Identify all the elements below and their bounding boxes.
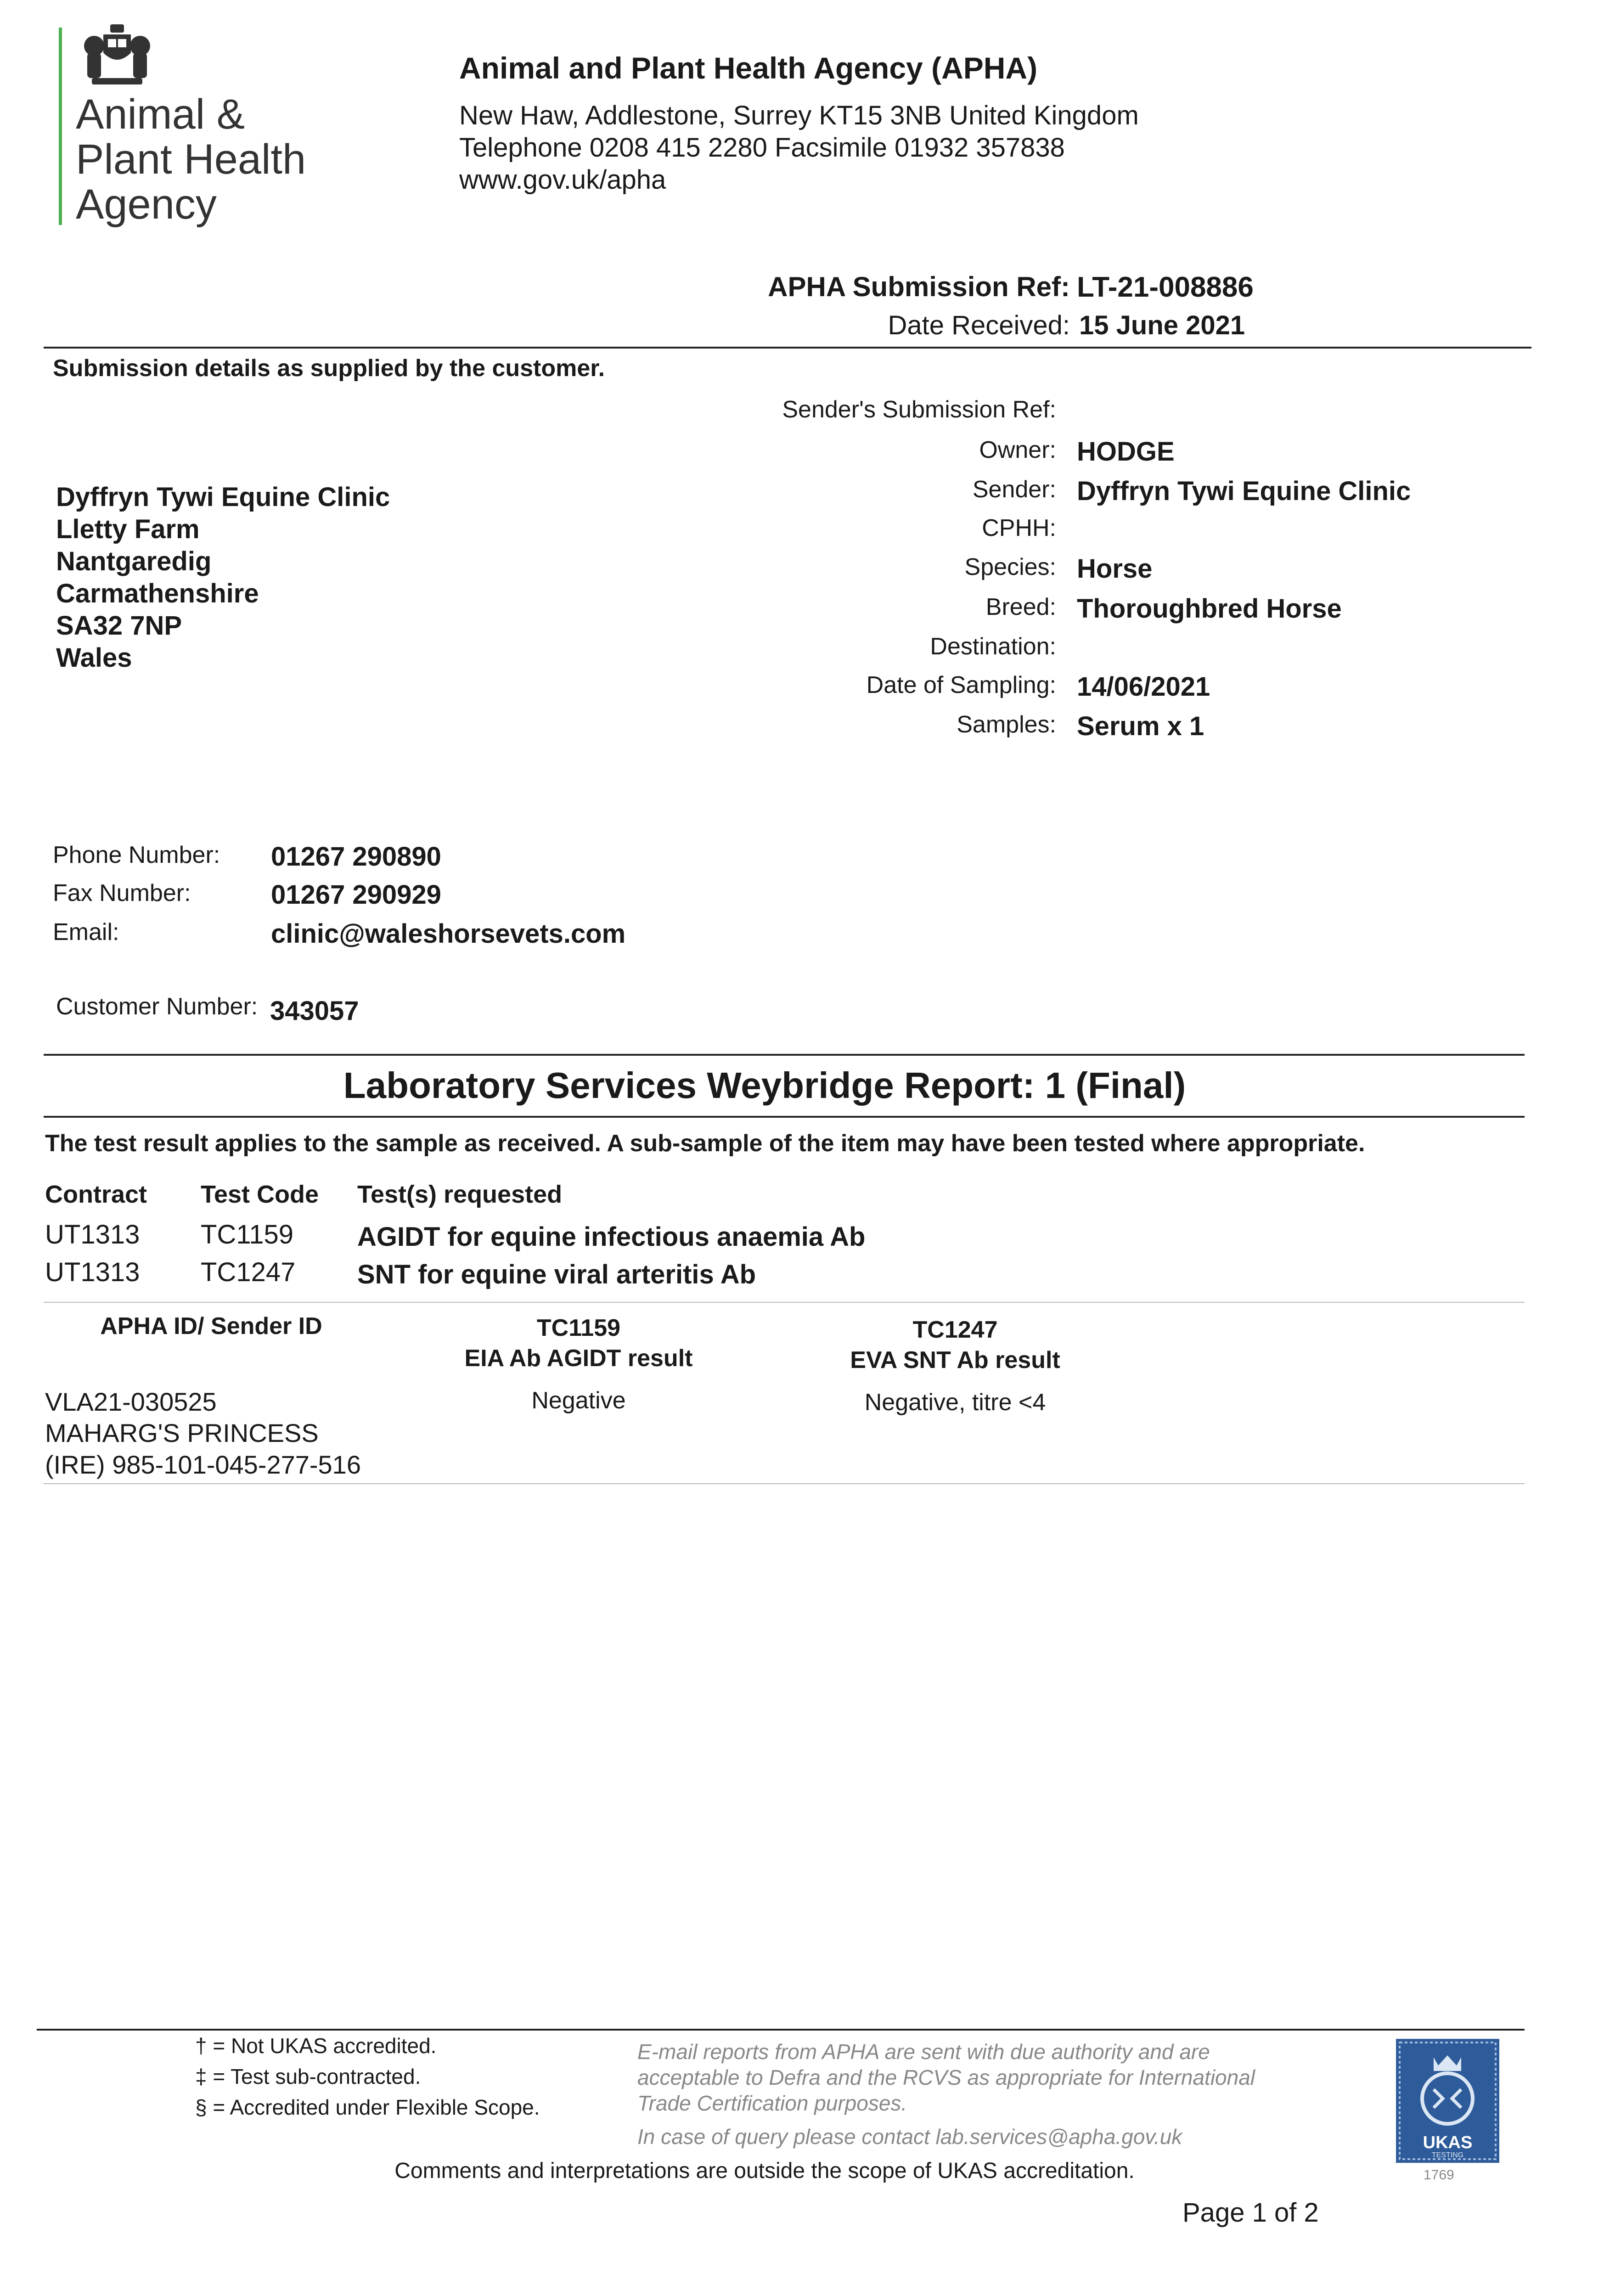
table-row-contract: UT1313 xyxy=(45,1220,140,1249)
footer-email-note-1: E-mail reports from APHA are sent with due authority and are xyxy=(637,2040,1210,2064)
results-header-id: APHA ID/ Sender ID xyxy=(100,1313,322,1339)
phone-label: Phone Number: xyxy=(53,842,220,868)
logo-accent-bar xyxy=(59,28,62,225)
address-line: Dyffryn Tywi Equine Clinic xyxy=(56,482,390,512)
detail-value-owner: HODGE xyxy=(1077,437,1175,467)
logo-line-2: Plant Health xyxy=(76,136,306,183)
logo-line-1: Animal & xyxy=(76,91,245,138)
fax-label: Fax Number: xyxy=(53,880,191,906)
customer-address xyxy=(56,481,390,674)
footer-key-not-accredited: † = Not UKAS accredited. xyxy=(195,2034,437,2058)
ukas-number: 1769 xyxy=(1424,2167,1454,2183)
tests-header-tests-requested: Test(s) requested xyxy=(357,1181,563,1208)
detail-label-date-of-sampling: Date of Sampling: xyxy=(866,672,1056,698)
result-apha-id: VLA21-030525 xyxy=(45,1387,217,1416)
table-row-test-code: TC1247 xyxy=(201,1257,296,1287)
footer-divider xyxy=(37,2029,1525,2031)
detail-label-sender: Sender: xyxy=(972,476,1056,503)
result-eva-value: Negative, titre <4 xyxy=(864,1389,1046,1416)
tests-header-contract: Contract xyxy=(45,1181,147,1208)
footer-key-sub-contracted: ‡ = Test sub-contracted. xyxy=(195,2065,421,2088)
customer-number-value: 343057 xyxy=(270,996,359,1026)
detail-label-owner: Owner: xyxy=(979,437,1056,463)
fax-value: 01267 290929 xyxy=(271,880,441,910)
tests-divider xyxy=(44,1302,1525,1303)
detail-value-breed: Thoroughbred Horse xyxy=(1077,594,1342,624)
logo-line-3: Agency xyxy=(76,181,217,228)
detail-label-species: Species: xyxy=(964,554,1056,580)
address-line: SA32 7NP xyxy=(56,611,182,641)
agency-logo-text xyxy=(76,92,306,227)
detail-value-species: Horse xyxy=(1077,554,1153,584)
footer-query-contact: In case of query please contact lab.services@apha.gov.uk xyxy=(637,2125,1182,2149)
report-divider-bottom xyxy=(44,1116,1525,1118)
footer-key-flexible-scope: § = Accredited under Flexible Scope. xyxy=(195,2095,540,2119)
agency-phone: Telephone 0208 415 2280 Facsimile 01932 357838 xyxy=(459,133,1065,163)
email-label: Email: xyxy=(53,919,119,945)
result-microchip: (IRE) 985-101-045-277-516 xyxy=(45,1450,361,1479)
address-line: Wales xyxy=(56,643,132,673)
footer-email-note-3: Trade Certification purposes. xyxy=(637,2091,907,2115)
agency-name: Animal and Plant Health Agency (APHA) xyxy=(459,51,1038,85)
ukas-logo xyxy=(1396,2039,1499,2163)
detail-value-date-of-sampling: 14/06/2021 xyxy=(1077,672,1210,702)
submission-ref-label: APHA Submission Ref: xyxy=(768,271,1070,302)
result-horse-name: MAHARG'S PRINCESS xyxy=(45,1418,319,1447)
address-line: Nantgaredig xyxy=(56,546,212,576)
phone-value: 01267 290890 xyxy=(271,842,441,872)
submission-ref-value: LT-21-008886 xyxy=(1077,271,1254,303)
table-row-test-requested: AGIDT for equine infectious anaemia Ab xyxy=(357,1222,866,1252)
report-divider-top xyxy=(44,1054,1525,1056)
results-header-eva-name: EVA SNT Ab result xyxy=(850,1347,1060,1373)
agency-website: www.gov.uk/apha xyxy=(459,165,666,195)
detail-label-sender-ref: Sender's Submission Ref: xyxy=(782,396,1056,423)
table-row-test-requested: SNT for equine viral arteritis Ab xyxy=(357,1260,756,1289)
email-value: clinic@waleshorsevets.com xyxy=(271,919,626,949)
detail-value-sender: Dyffryn Tywi Equine Clinic xyxy=(1077,476,1411,506)
report-title: Laboratory Services Weybridge Report: 1 (Final) xyxy=(343,1065,1186,1106)
customer-number-label: Customer Number: xyxy=(56,993,258,1020)
header-divider xyxy=(44,347,1531,349)
results-header-eia-name: EIA Ab AGIDT result xyxy=(464,1345,693,1372)
detail-value-samples: Serum x 1 xyxy=(1077,711,1204,741)
detail-label-breed: Breed: xyxy=(985,594,1056,620)
detail-label-destination: Destination: xyxy=(930,633,1056,660)
footer-ukas-comment: Comments and interpretations are outside the scope of UKAS accreditation. xyxy=(394,2159,1135,2183)
date-received-value: 15 June 2021 xyxy=(1079,310,1245,340)
royal-coat-of-arms-icon xyxy=(78,21,156,94)
page-number: Page 1 of 2 xyxy=(1182,2198,1319,2228)
results-header-eva-code: TC1247 xyxy=(912,1317,998,1343)
address-line: Lletty Farm xyxy=(56,514,200,544)
results-header-eia-code: TC1159 xyxy=(536,1315,621,1341)
ukas-text: UKAS xyxy=(1423,2133,1473,2152)
date-received-label: Date Received: xyxy=(888,310,1070,340)
detail-label-cphh: CPHH: xyxy=(982,515,1056,541)
table-row-test-code: TC1159 xyxy=(201,1220,294,1249)
agency-address: New Haw, Addlestone, Surrey KT15 3NB United Kingdom xyxy=(459,101,1139,130)
tests-header-test-code: Test Code xyxy=(201,1181,319,1208)
table-row-contract: UT1313 xyxy=(45,1257,140,1287)
result-eia-value: Negative xyxy=(531,1387,626,1414)
detail-label-samples: Samples: xyxy=(957,711,1056,738)
report-note: The test result applies to the sample as received. A sub-sample of the item may have been tested where appropriate. xyxy=(45,1130,1365,1157)
footer-email-note-2: acceptable to Defra and the RCVS as appropriate for International xyxy=(637,2065,1255,2089)
ukas-subtext: TESTING xyxy=(1431,2151,1464,2159)
submission-details-heading: Submission details as supplied by the customer. xyxy=(53,355,605,382)
results-divider xyxy=(44,1483,1525,1484)
address-line: Carmathenshire xyxy=(56,579,259,608)
